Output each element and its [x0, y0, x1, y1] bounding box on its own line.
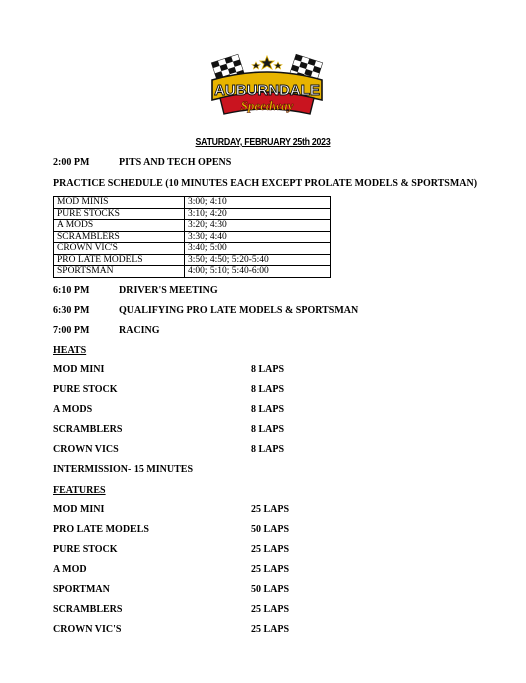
practice-times: 3:10; 4:20: [185, 208, 331, 220]
event-date: SATURDAY, FEBRUARY 25th 2023: [195, 137, 331, 148]
practice-class: SPORTSMAN: [54, 266, 185, 278]
feature-class: SPORTMAN: [53, 584, 110, 595]
feature-class: CROWN VIC'S: [53, 624, 122, 635]
feature-class: A MOD: [53, 564, 87, 575]
practice-row: [54, 197, 331, 209]
heat-class: A MODS: [53, 404, 93, 415]
practice-class: PURE STOCKS: [54, 208, 185, 220]
auburndale-speedway-logo: [206, 50, 328, 122]
practice-schedule-title: PRACTICE SCHEDULE (10 MINUTES EACH EXCEPT PROLATE MODELS & SPORTSMAN): [53, 178, 478, 189]
practice-class: MOD MINIS: [54, 197, 185, 209]
practice-row: [54, 254, 331, 266]
feature-laps: 25 LAPS: [251, 624, 290, 635]
svg-text:Speedway: Speedway: [240, 98, 294, 113]
practice-times: 3:40; 5:00: [185, 243, 331, 255]
feature-class: MOD MINI: [53, 504, 105, 515]
heat-laps: 8 LAPS: [251, 444, 285, 455]
practice-row: [54, 243, 331, 255]
practice-times: 3:30; 4:40: [185, 231, 331, 243]
practice-times: 3:00; 4:10: [185, 197, 331, 209]
event-time: 2:00 PM: [53, 157, 90, 168]
feature-laps: 25 LAPS: [251, 604, 290, 615]
qualifying-line: [53, 305, 358, 317]
feature-laps: 25 LAPS: [251, 564, 290, 575]
event-label: RACING: [119, 325, 160, 336]
event-time: 6:10 PM: [53, 285, 90, 296]
heat-laps: 8 LAPS: [251, 384, 285, 395]
drivers-meeting-line: [53, 285, 218, 297]
heat-class: PURE STOCK: [53, 384, 118, 395]
practice-row: [54, 208, 331, 220]
practice-row: [54, 266, 331, 278]
feature-laps: 25 LAPS: [251, 504, 290, 515]
practice-class: CROWN VIC'S: [54, 243, 185, 255]
practice-times: 3:50; 4:50; 5:20-5:40: [185, 254, 331, 266]
practice-class: SCRAMBLERS: [54, 231, 185, 243]
heat-laps: 8 LAPS: [251, 364, 285, 375]
feature-laps: 50 LAPS: [251, 584, 290, 595]
heats-heading: HEATS: [53, 345, 87, 356]
event-time: 7:00 PM: [53, 325, 90, 336]
practice-times: 4:00; 5:10; 5:40-6:00: [185, 266, 331, 278]
practice-schedule-table: [53, 196, 331, 278]
heat-laps: 8 LAPS: [251, 404, 285, 415]
practice-class: PRO LATE MODELS: [54, 254, 185, 266]
event-label: DRIVER'S MEETING: [119, 285, 218, 296]
intermission-line: INTERMISSION- 15 MINUTES: [53, 464, 194, 475]
features-heading: FEATURES: [53, 485, 106, 496]
feature-laps: 50 LAPS: [251, 524, 290, 535]
svg-text:AUBURNDALE: AUBURNDALE: [214, 82, 320, 99]
heat-class: CROWN VICS: [53, 444, 119, 455]
practice-times: 3:20; 4:30: [185, 220, 331, 232]
feature-class: PRO LATE MODELS: [53, 524, 149, 535]
practice-class: A MODS: [54, 220, 185, 232]
feature-class: SCRAMBLERS: [53, 604, 123, 615]
racing-line: [53, 325, 160, 337]
heat-class: MOD MINI: [53, 364, 105, 375]
heat-laps: 8 LAPS: [251, 424, 285, 435]
feature-class: PURE STOCK: [53, 544, 118, 555]
practice-row: [54, 231, 331, 243]
heat-class: SCRAMBLERS: [53, 424, 123, 435]
star-icon: [260, 56, 274, 69]
event-time: 6:30 PM: [53, 305, 90, 316]
event-label: PITS AND TECH OPENS: [119, 157, 232, 168]
pits-open-line: [53, 157, 231, 169]
practice-row: [54, 220, 331, 232]
event-label: QUALIFYING PRO LATE MODELS & SPORTSMAN: [119, 305, 359, 316]
feature-laps: 25 LAPS: [251, 544, 290, 555]
